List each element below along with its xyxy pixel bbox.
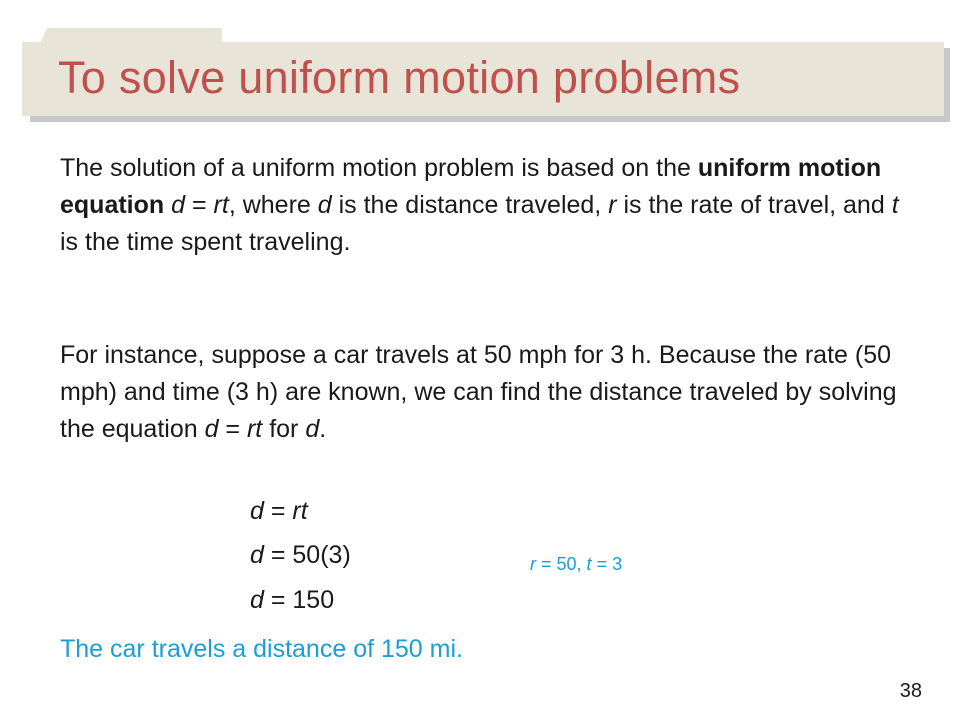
paragraph-example <box>60 337 910 448</box>
text-run: is the rate of travel, and <box>616 191 892 219</box>
var-d: d <box>317 191 332 219</box>
var-d: d <box>305 415 320 443</box>
equation-rhs: 150 <box>292 586 335 614</box>
text-run: = 50, <box>536 554 587 574</box>
equation-operator: = <box>263 586 293 614</box>
text-run: for <box>262 415 306 443</box>
text-run: = <box>185 191 214 219</box>
equation-rhs: rt <box>292 497 308 525</box>
equation-lhs: d <box>250 541 264 569</box>
var-t: t <box>891 191 899 219</box>
var-r: r <box>530 554 536 574</box>
text-run: The solution of a uniform motion problem is based on the <box>60 154 698 182</box>
equation-line <box>250 540 351 570</box>
var-t: t <box>586 554 592 574</box>
equation-operator: = <box>263 541 293 569</box>
bold-term: uniform motion equation <box>60 154 882 219</box>
page-number: 38 <box>899 680 922 702</box>
var-r: r <box>608 191 617 219</box>
equation-lhs: d <box>250 497 264 525</box>
text-run: = <box>218 415 247 443</box>
paragraph-definition <box>60 150 910 261</box>
conclusion-text: The car travels a distance of 150 mi. <box>60 635 463 663</box>
text-run: is the distance traveled, <box>331 191 609 219</box>
var-rt: rt <box>213 191 229 219</box>
var-d: d <box>204 415 219 443</box>
text-run: . <box>319 415 327 443</box>
substitution-note <box>530 553 622 575</box>
equation-line <box>250 585 334 615</box>
text-run: is the time spent traveling. <box>60 228 351 256</box>
var-rt: rt <box>246 415 263 443</box>
text-run: = 3 <box>591 554 623 574</box>
equation-lhs: d <box>250 586 264 614</box>
var-d: d <box>171 191 186 219</box>
text-run: For instance, suppose a car travels at 50 mph for 3 h. Because the rate (50 mph) and time (3 h) are known, we can find the distance traveled by solving the equation <box>60 341 897 443</box>
equation-line <box>250 496 308 526</box>
slide-title: To solve uniform motion problems <box>58 52 741 103</box>
equation-operator: = <box>263 497 293 525</box>
equation-rhs: 50(3) <box>292 541 351 569</box>
text-run: , where <box>228 191 318 219</box>
